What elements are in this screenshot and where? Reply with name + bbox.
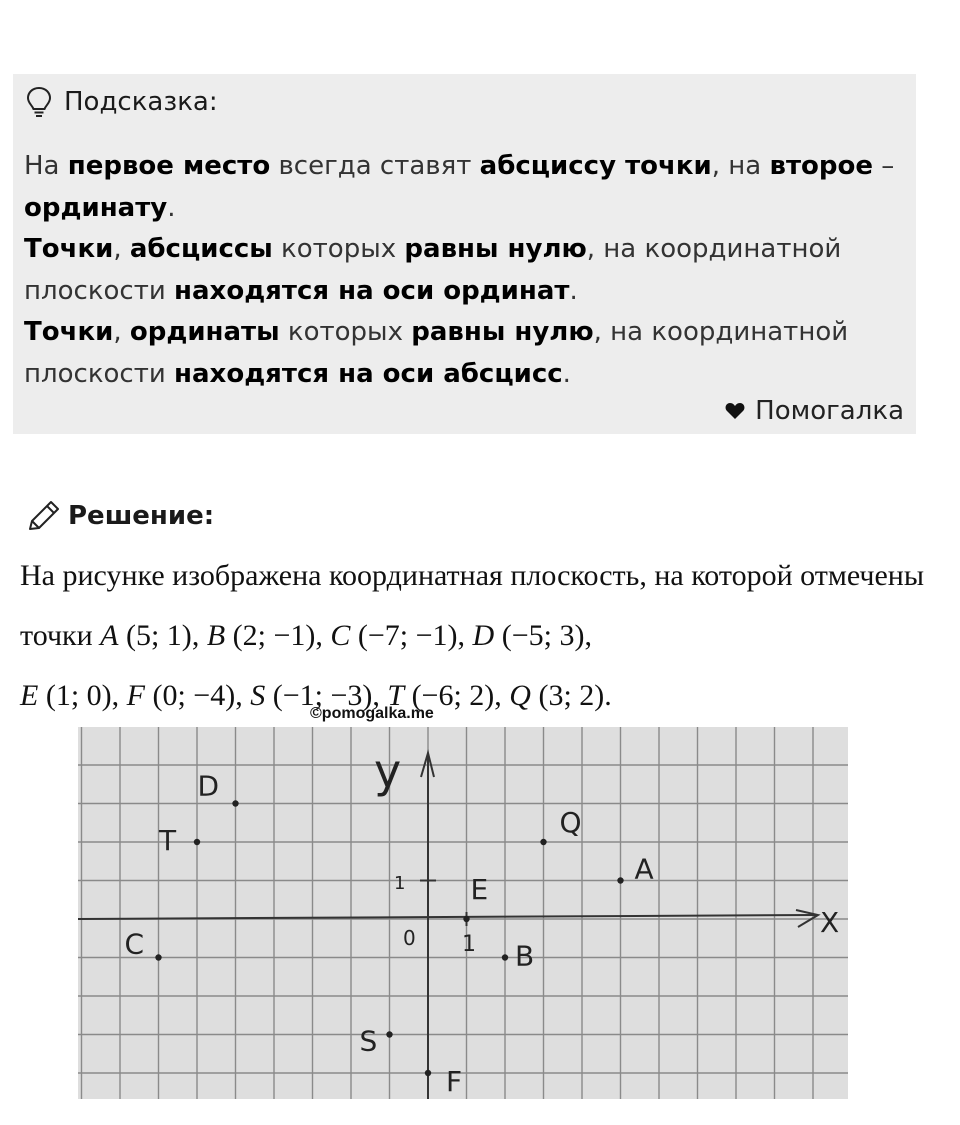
coordinate-plane — [78, 727, 848, 1099]
point-f-dot — [425, 1070, 431, 1076]
point-name: A — [100, 619, 119, 652]
point-s-dot — [386, 1031, 392, 1037]
point-entry — [330, 619, 472, 652]
point-coords: (0; −4) — [144, 679, 236, 712]
hint-paragraph-1: На первое место всегда ставят абсциссу точки, на второе – ординату. — [24, 151, 895, 223]
point-q-dot — [540, 839, 546, 845]
hint-title-text: Подсказка: — [64, 87, 218, 117]
point-c-label: C — [124, 927, 145, 961]
point-name: F — [126, 679, 145, 712]
point-d-dot — [232, 800, 238, 806]
point-entry — [100, 619, 207, 652]
point-name: Q — [509, 679, 531, 712]
solution-title — [26, 498, 214, 534]
point-entry — [207, 619, 331, 652]
point-separator: , — [584, 619, 592, 652]
y-axis-label: y — [374, 744, 402, 798]
lightbulb-icon — [24, 85, 54, 119]
point-separator: , — [494, 679, 510, 712]
point-coords: (1; 0) — [38, 679, 112, 712]
point-entry — [473, 619, 592, 652]
solution-body — [20, 546, 940, 726]
pencil-icon — [26, 499, 62, 533]
coordinate-plane-photo — [78, 727, 848, 1099]
solution-intro: На рисунке изображена координатная плоскость, на которой отмечены точки — [20, 559, 924, 652]
point-separator: , — [457, 619, 473, 652]
point-t-dot — [194, 839, 200, 845]
point-e-dot — [463, 916, 469, 922]
point-separator: , — [315, 619, 331, 652]
point-b-dot — [502, 954, 508, 960]
point-name: D — [472, 619, 495, 652]
hint-title — [24, 84, 218, 120]
point-coords: (5; 1) — [118, 619, 192, 652]
point-q-label: Q — [559, 806, 582, 839]
point-entry — [509, 679, 612, 712]
point-coords: (−5; 3) — [494, 619, 585, 652]
origin-label: 0 — [403, 926, 416, 950]
hint-body — [24, 146, 904, 395]
point-name: E — [20, 679, 39, 712]
point-separator: , — [372, 679, 388, 712]
point-c-dot — [155, 954, 161, 960]
brand-name: Помогалка — [755, 396, 904, 426]
point-f-label: F — [446, 1065, 463, 1098]
point-separator: , — [235, 679, 251, 712]
x-unit-label: 1 — [462, 932, 476, 957]
point-name: B — [206, 619, 226, 652]
x-axis-label: X — [820, 906, 840, 939]
solution-title-text: Решение: — [68, 501, 215, 531]
point-coords: (−1; −3) — [265, 679, 373, 712]
point-name: T — [387, 679, 405, 712]
point-a-dot — [617, 877, 623, 883]
point-name: C — [330, 619, 351, 652]
point-e-label: E — [470, 873, 489, 906]
point-separator: , — [191, 619, 207, 652]
watermark: ©pomogalka.me — [310, 705, 434, 722]
point-entry — [127, 679, 251, 712]
point-coords: (2; −1) — [225, 619, 316, 652]
y-unit-label: 1 — [394, 873, 406, 894]
point-t-label: T — [159, 824, 177, 857]
brand-link[interactable] — [725, 396, 904, 426]
hint-paragraph-3: Точки, ординаты которых равны нулю, на координатной плоскости находятся на оси абсцисс. — [24, 317, 849, 389]
point-coords: (−7; −1) — [350, 619, 458, 652]
point-entry — [20, 679, 127, 712]
point-separator: . — [604, 679, 612, 712]
paper-background — [78, 727, 848, 1099]
point-list — [20, 619, 612, 712]
hint-paragraph-2: Точки, абсциссы которых равны нулю, на координатной плоскости находятся на оси ординат. — [24, 234, 842, 306]
point-coords: (3; 2) — [530, 679, 605, 712]
point-coords: (−6; 2) — [404, 679, 495, 712]
point-a-label: A — [634, 852, 654, 886]
point-b-label: B — [515, 939, 535, 973]
solution-text — [20, 546, 940, 726]
point-d-label: D — [197, 769, 220, 803]
heart-icon — [725, 402, 745, 420]
point-separator: , — [111, 679, 127, 712]
point-name: S — [250, 679, 266, 712]
point-s-label: S — [359, 1024, 378, 1058]
